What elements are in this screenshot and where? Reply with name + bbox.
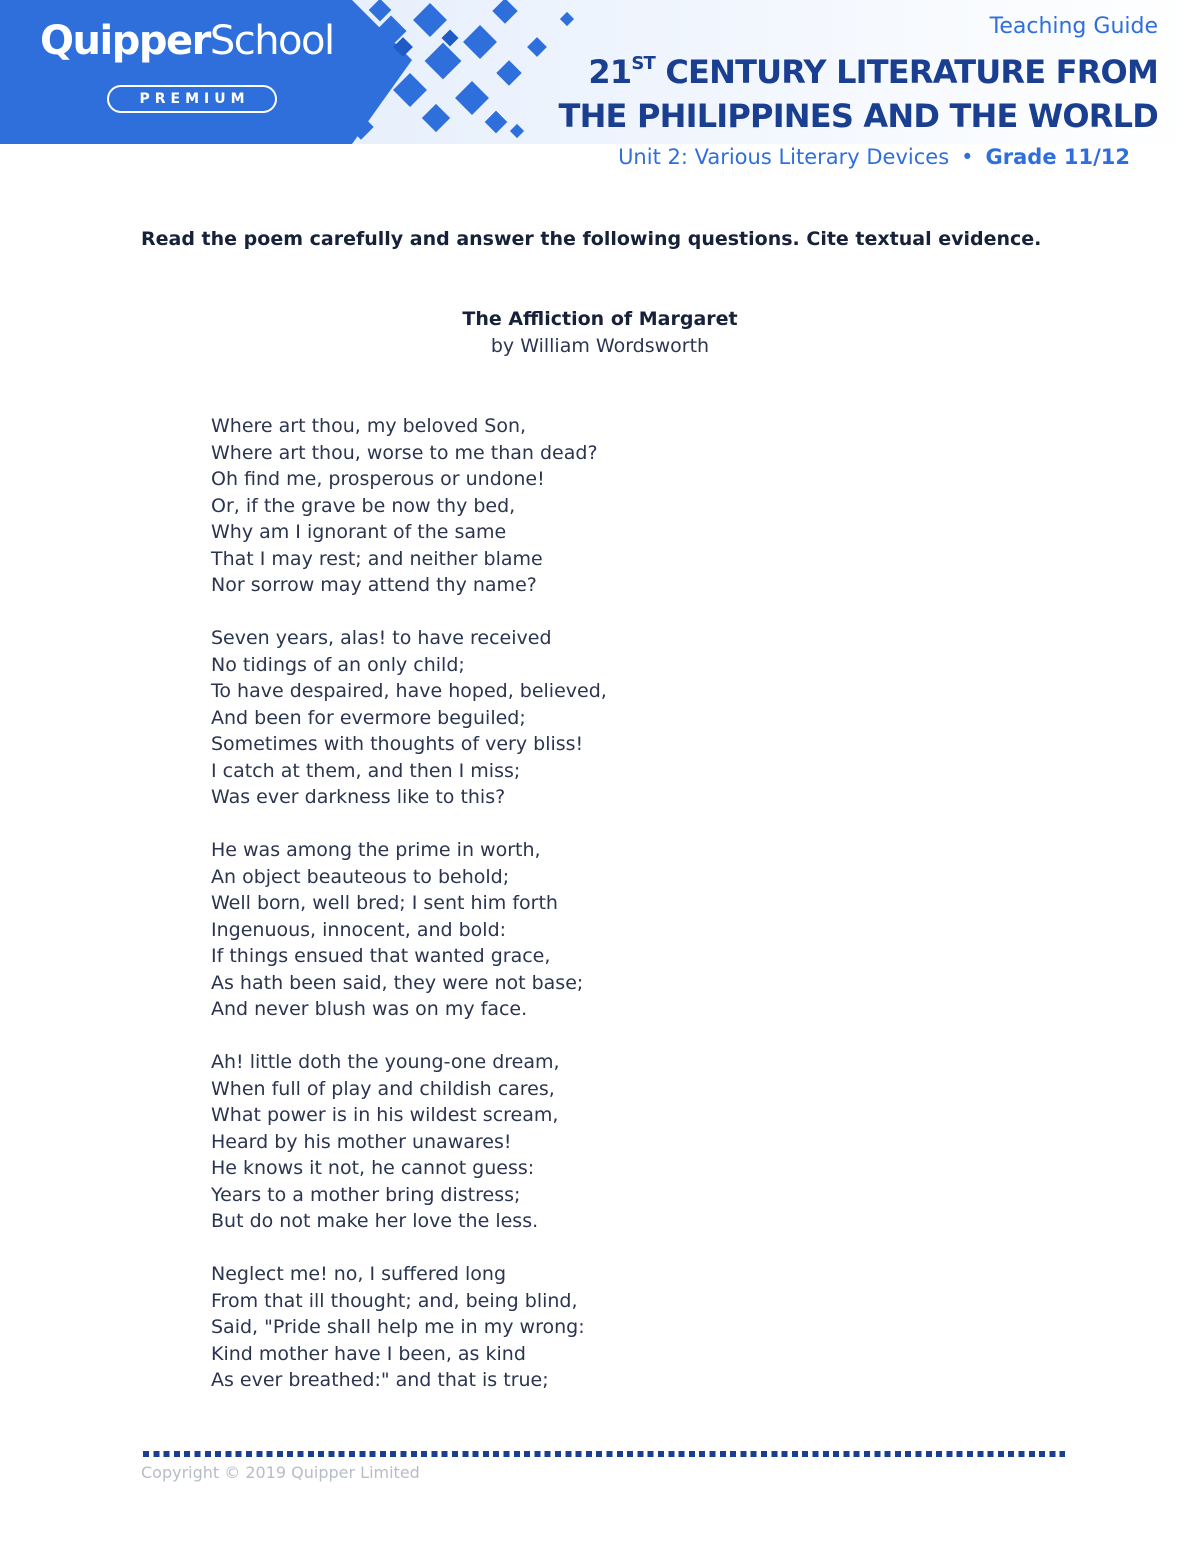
poem-line: And never blush was on my face. — [211, 998, 528, 1020]
stanza-3 — [211, 837, 1011, 1023]
poem-line: No tidings of an only child; — [211, 653, 465, 676]
course-title — [458, 50, 1158, 138]
copyright-notice: Copyright © 2019 Quipper Limited — [141, 1463, 420, 1482]
poem-line: What power is in his wildest scream, — [211, 1104, 559, 1126]
logo-brand-bold: Quipper — [40, 18, 210, 64]
poem-line: Why am I ignorant of the same — [211, 521, 507, 543]
poem-line: He was among the prime in worth, — [211, 839, 541, 861]
unit-grade-line — [618, 145, 1130, 169]
poem-line: When full of play and childish cares, — [211, 1077, 555, 1100]
page-header — [0, 0, 1200, 178]
logo-brand-regular: School — [209, 18, 334, 64]
poem-line: Was ever darkness like to this? — [211, 786, 506, 808]
poem-line: As hath been said, they were not base; — [211, 971, 584, 994]
poem-line: Neglect me! no, I suffered long — [211, 1263, 507, 1285]
poem-line: Where art thou, worse to me than dead? — [211, 441, 598, 464]
teaching-guide-label: Teaching Guide — [989, 14, 1158, 39]
poem-line: Heard by his mother unawares! — [211, 1130, 512, 1153]
poem-line: An object beauteous to behold; — [211, 865, 510, 888]
unit-label: Unit 2: Various Literary Devices — [618, 145, 950, 169]
poem-line: Nor sorrow may attend thy name? — [211, 574, 537, 596]
poem-line: Years to a mother bring distress; — [211, 1183, 521, 1206]
poem-line: Seven years, alas! to have received — [211, 627, 552, 649]
poem-line: That I may rest; and neither blame — [211, 547, 543, 570]
quipper-school-logo — [40, 18, 334, 64]
instructions: Read the poem carefully and answer the following questions. Cite textual evidence. — [141, 228, 1042, 250]
poem-line: Well born, well bred; I sent him forth — [211, 892, 558, 914]
poem-line: Where art thou, my beloved Son, — [211, 415, 527, 437]
course-title-line1-rest: CENTURY LITERATURE FROM — [655, 53, 1158, 91]
poem-line: Ingenuous, innocent, and bold: — [211, 918, 507, 941]
poem-line: I catch at them, and then I miss; — [211, 759, 521, 782]
ordinal-suffix: ST — [631, 53, 655, 74]
poem-line: To have despaired, have hoped, believed, — [211, 680, 607, 702]
grade-label: Grade 11/12 — [985, 145, 1130, 169]
poem-line: Ah! little doth the young-one dream, — [211, 1051, 560, 1073]
stanza-1 — [211, 413, 1011, 599]
poem-line: Said, "Pride shall help me in my wrong: — [211, 1316, 585, 1338]
poem-line: As ever breathed:" and that is true; — [211, 1369, 549, 1391]
poem-author: by William Wordsworth — [490, 335, 710, 357]
poem-line: If things ensued that wanted grace, — [211, 945, 551, 967]
ordinal-number: 21 — [588, 53, 632, 91]
course-title-line1 — [458, 50, 1158, 94]
poem-title: The Affliction of Margaret — [462, 308, 738, 330]
poem-line: Oh find me, prosperous or undone! — [211, 468, 545, 490]
stanza-4 — [211, 1049, 1011, 1235]
separator-dot: • — [961, 145, 974, 169]
poem-line: Sometimes with thoughts of very bliss! — [211, 733, 584, 755]
footer-divider — [143, 1451, 1065, 1457]
stanza-2 — [211, 625, 1011, 811]
poem-line: And been for evermore beguiled; — [211, 706, 526, 729]
poem-line: But do not make her love the less. — [211, 1210, 539, 1232]
poem-line: Or, if the grave be now thy bed, — [211, 494, 516, 517]
premium-badge: PREMIUM — [107, 85, 277, 113]
stanza-5 — [211, 1261, 1011, 1394]
course-title-line2: THE PHILIPPINES AND THE WORLD — [558, 97, 1158, 135]
poem-line: From that ill thought; and, being blind, — [211, 1289, 578, 1312]
poem-line: Kind mother have I been, as kind — [211, 1342, 526, 1365]
poem-body — [211, 413, 1011, 1420]
poem-line: He knows it not, he cannot guess: — [211, 1157, 535, 1179]
